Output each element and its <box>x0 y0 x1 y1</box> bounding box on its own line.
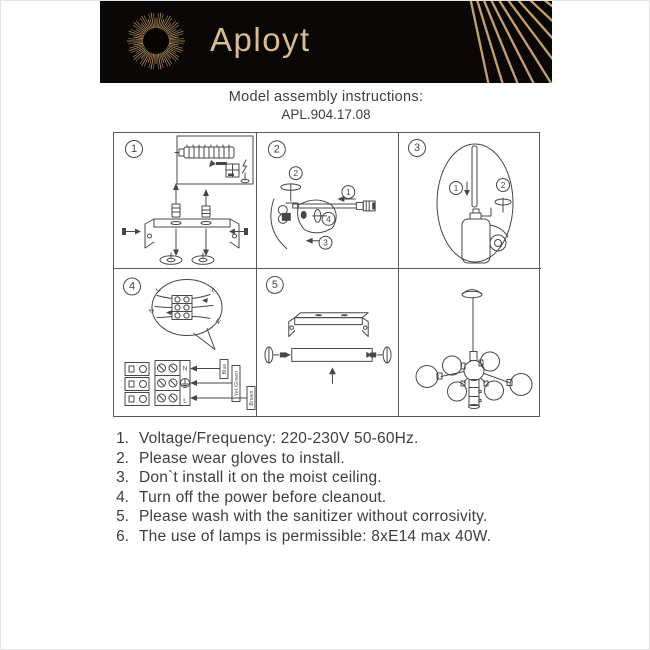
step-number: 2 <box>273 143 280 156</box>
instruction-item <box>107 450 491 470</box>
step2-rod-diagram <box>257 133 398 268</box>
marker-3: 3 <box>323 237 328 248</box>
instruction-item <box>107 469 491 489</box>
terminal-l-label: L <box>183 397 187 405</box>
instruction-number: 4. <box>116 488 129 506</box>
instruction-text: The use of lamps is permissible: 8xE14 max 40W. <box>139 527 492 545</box>
instruction-item <box>107 430 491 450</box>
model-number: APL.904.17.08 <box>281 107 371 122</box>
instruction-number: 6. <box>116 527 129 545</box>
instruction-text: Please wash with the sanitizer without corrosivity. <box>139 508 488 526</box>
wire-yellow-green-label: Yel./Green <box>234 370 240 397</box>
step-5-panel <box>257 269 399 417</box>
step1-bracket-diagram <box>114 133 256 268</box>
step-number: 1 <box>130 143 138 155</box>
marker-1: 1 <box>453 183 459 193</box>
instruction-number: 2. <box>116 449 129 467</box>
wire-label-n: N <box>213 317 222 326</box>
wire-brown-label: Brown <box>249 390 255 406</box>
step-2-panel <box>257 133 399 269</box>
step-4-panel <box>114 269 257 417</box>
instruction-text: Please wear gloves to install. <box>139 449 345 467</box>
marker-2: 2 <box>500 180 506 190</box>
instruction-number: 3. <box>116 469 129 487</box>
chandelier-illustration <box>399 269 541 417</box>
wire-label-l: L <box>209 286 217 295</box>
title-block <box>1 89 650 122</box>
banner-decoration <box>100 1 552 83</box>
instruction-item <box>107 489 491 509</box>
step4-wiring-diagram <box>114 269 256 417</box>
step-number: 4 <box>128 280 136 293</box>
step-1-panel <box>114 133 257 269</box>
step5-cover-diagram <box>257 269 398 417</box>
brand-banner <box>100 1 552 83</box>
instruction-number: 1. <box>116 430 129 447</box>
instructions-list <box>107 430 491 548</box>
terminal-n-label: N <box>182 365 188 373</box>
sunburst-center <box>144 29 169 54</box>
wire-label-n: N <box>147 306 156 316</box>
sheet-title: Model assembly instructions: <box>228 89 424 105</box>
instruction-item <box>107 528 491 548</box>
instruction-text: Don`t install it on the moist ceiling. <box>139 469 382 487</box>
brand-wordmark: Aployt <box>210 21 311 58</box>
step-number: 5 <box>271 278 278 291</box>
rays-decoration-icon <box>456 1 552 83</box>
step-number: 3 <box>413 142 421 154</box>
step3-magnified-diagram <box>399 133 541 268</box>
step-3-panel <box>399 133 541 269</box>
finished-fixture-panel <box>399 269 541 417</box>
marker-2: 2 <box>293 168 299 179</box>
marker-4: 4 <box>326 213 331 224</box>
ground-symbol-icon <box>182 379 188 387</box>
assembly-steps-grid <box>113 132 540 417</box>
marker-1: 1 <box>346 187 351 198</box>
instruction-item <box>107 508 491 528</box>
instruction-text: Voltage/Frequency: 220-230V 50-60Hz. <box>139 430 419 447</box>
instruction-number: 5. <box>116 508 129 526</box>
wire-label-l: L <box>154 286 163 295</box>
wire-blue-label: Blue <box>222 363 228 375</box>
instruction-text: Turn off the power before cleanout. <box>139 488 387 506</box>
